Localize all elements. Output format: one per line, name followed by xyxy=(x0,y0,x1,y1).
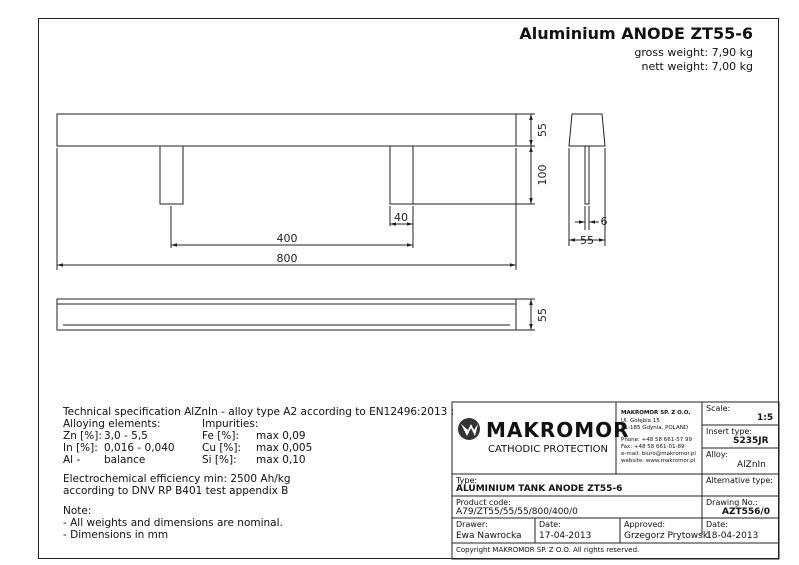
alloy-label: Alloy: xyxy=(706,450,728,459)
drawer-label: Drawer: xyxy=(456,520,488,529)
copyright: Copyright MAKROMOR SP. Z O.O. All rights reserved. xyxy=(456,546,640,554)
insert-value: S235JR xyxy=(733,436,769,446)
impurity-val: max 0,10 xyxy=(256,454,306,466)
alloy-value: AlZnIn xyxy=(737,460,766,470)
date-label: Date: xyxy=(539,520,561,529)
approved-value: Grzegorz Prytowski xyxy=(624,531,711,541)
alloying-header: Alloying elements: xyxy=(63,418,161,430)
alloy-el: Al - xyxy=(63,454,81,466)
spec-title: Technical specification AlZnIn - alloy type A2 according to EN12496:2013 : xyxy=(63,406,455,418)
product-code-label: Product code: xyxy=(456,498,511,507)
gross-weight: gross weight: 7,90 kg xyxy=(634,46,753,59)
drawer-value: Ewa Nawrocka xyxy=(456,531,522,541)
dim-100: 100 xyxy=(536,164,549,186)
impurity-el: Cu [%]: xyxy=(202,442,242,454)
product-code-value: A79/ZT55/55/55/800/400/0 xyxy=(456,507,578,517)
company-website: website: www.makromor.pl xyxy=(621,458,696,464)
dim-55-top: 55 xyxy=(536,123,549,137)
anode-side-view xyxy=(569,114,605,146)
anode-leg-right xyxy=(390,146,413,204)
drawing-no-label: Drawing No.: xyxy=(706,498,758,507)
company-street: Ul. Gołębia 15 xyxy=(621,418,660,424)
dim-55-side: 55 xyxy=(580,234,594,247)
date-value-2: 18-04-2013 xyxy=(706,531,759,541)
drawing-no-value: AZT556/0 xyxy=(722,507,770,517)
type-label: Type: xyxy=(456,476,478,485)
note-2: - Dimensions in mm xyxy=(63,529,169,541)
anode-side-insert xyxy=(585,146,589,204)
company-city: 81-185 Gdynia, POLAND xyxy=(621,425,689,431)
impurities-header: Impurities: xyxy=(202,418,259,430)
company-name: MAKROMOR SP. Z O.O. xyxy=(621,410,691,416)
note-1: - All weights and dimensions are nominal. xyxy=(63,517,283,529)
logo-name: MAKROMOR xyxy=(486,418,630,442)
alloy-el: Zn [%]: xyxy=(63,430,102,442)
impurity-el: Si [%]: xyxy=(202,454,237,466)
anode-body-front xyxy=(57,114,516,146)
scale-value: 1:5 xyxy=(757,413,774,423)
note-title: Note: xyxy=(63,505,92,517)
alloy-val: balance xyxy=(104,454,146,466)
company-email: e-mail: biuro@makromor.pl xyxy=(621,451,696,457)
alloy-val: 0,016 - 0,040 xyxy=(104,442,175,454)
scale-label: Scale: xyxy=(706,404,731,413)
dim-6: 6 xyxy=(600,215,608,228)
dim-400: 400 xyxy=(276,232,298,245)
logo-subtitle: CATHODIC PROTECTION xyxy=(488,444,609,455)
alt-type-label: Alternative type: xyxy=(706,476,773,485)
efficiency-line-1: Electrochemical efficiency min: 2500 Ah/kg xyxy=(63,473,291,485)
alloy-val: 3,0 - 5,5 xyxy=(104,430,148,442)
company-phone: Phone: +48 58 661-57 99 xyxy=(621,437,692,443)
date-value: 17-04-2013 xyxy=(539,531,592,541)
anode-leg-left xyxy=(160,146,183,204)
approved-label: Approved: xyxy=(624,520,666,529)
efficiency-line-2: according to DNV RP B401 test appendix B xyxy=(63,485,289,497)
insert-label: Insert type: xyxy=(706,427,753,436)
impurity-el: Fe [%]: xyxy=(202,430,239,442)
dim-800: 800 xyxy=(276,252,298,265)
dim-55-bottom: 55 xyxy=(536,308,549,322)
makromor-logo-icon xyxy=(458,418,480,440)
dim-40: 40 xyxy=(394,211,408,224)
alloy-el: In [%]: xyxy=(63,442,98,454)
date-label-2: Date: xyxy=(706,520,728,529)
impurity-val: max 0,09 xyxy=(256,430,306,442)
nett-weight: nett weight: 7,00 kg xyxy=(641,60,753,73)
company-fax: Fax: +48 58 661-01-89 xyxy=(621,444,685,450)
type-value: ALUMINIUM TANK ANODE ZT55-6 xyxy=(456,484,623,494)
impurity-val: max 0,005 xyxy=(256,442,313,454)
drawing-title: Aluminium ANODE ZT55-6 xyxy=(519,24,753,43)
